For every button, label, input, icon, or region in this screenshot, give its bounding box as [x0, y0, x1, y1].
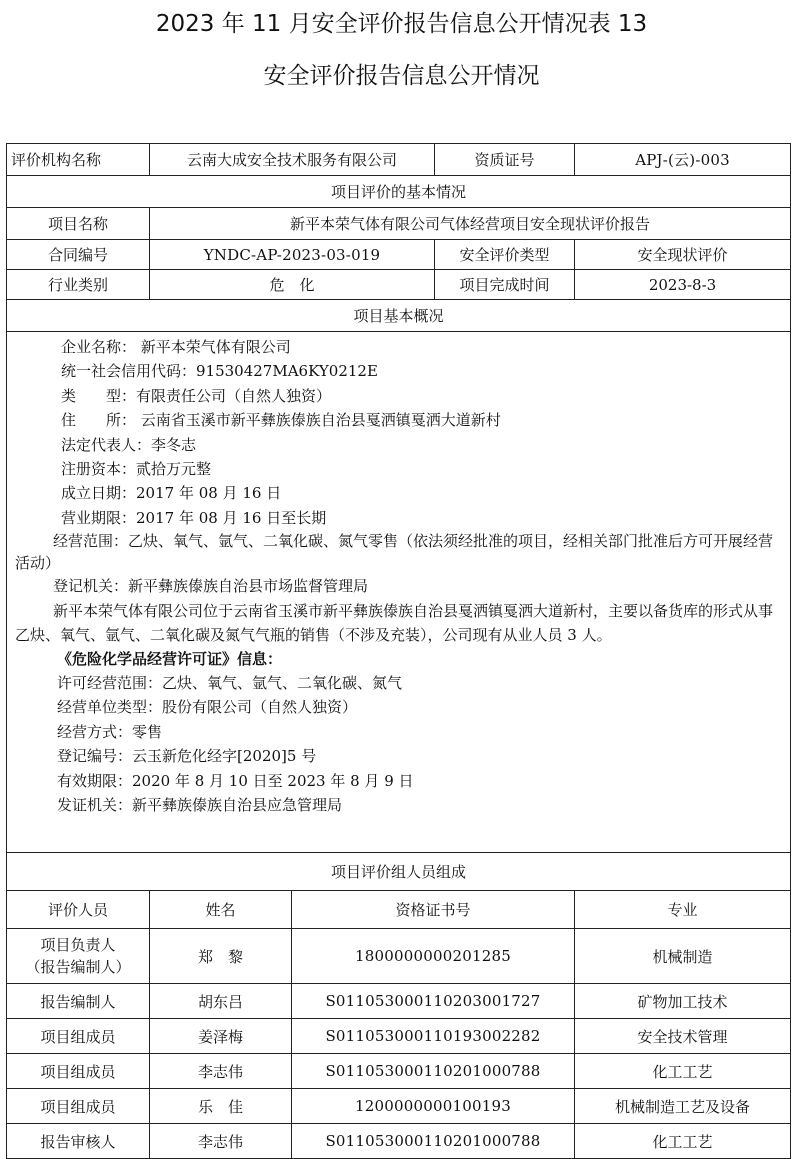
team-name: 姜泽梅: [150, 1019, 292, 1054]
team-cert: S011053000110201000788: [292, 1124, 575, 1159]
team-row: [7, 1089, 791, 1124]
document-subtitle: 安全评价报告信息公开情况: [263, 63, 540, 89]
cert-value: APJ-(云)-003: [575, 144, 791, 176]
term-line: 营业期限：2017 年 08 月 16 日至长期: [61, 508, 327, 527]
capital-line: 注册资本：贰拾万元整: [61, 460, 212, 479]
team-heading: 项目评价组人员组成: [7, 853, 791, 891]
industry-value: 危 化: [150, 270, 435, 300]
team-role-note: （报告编制人）: [25, 958, 131, 976]
team-row: [7, 1019, 791, 1054]
contract-label: 合同编号: [7, 240, 150, 270]
document-title: 2023 年 11 月安全评价报告信息公开情况表 13: [155, 11, 648, 37]
industry-row: [7, 270, 791, 300]
team-heading-row: [7, 853, 791, 891]
team-cert: S011053000110201000788: [292, 1054, 575, 1089]
basic-heading: 项目评价的基本情况: [7, 176, 791, 208]
team-cert: 1200000000100193: [292, 1089, 575, 1124]
contract-row: [7, 240, 791, 270]
header-role: 评价人员: [7, 891, 150, 929]
license-number-line: 登记编号：云玉新危化经字[2020]5 号: [57, 747, 317, 766]
header-name: 姓名: [150, 891, 292, 929]
team-cert: S011053000110193002282: [292, 1019, 575, 1054]
disclosure-table: [6, 143, 791, 1159]
company-name-line: 企业名称： 新平本荣气体有限公司: [61, 338, 291, 356]
address-line: 住 所： 云南省玉溪市新平彝族傣族自治县戛洒镇戛洒大道新村: [61, 411, 501, 430]
license-mode-line: 经营方式：零售: [57, 722, 163, 741]
industry-label: 行业类别: [7, 270, 150, 300]
license-heading: 《危险化学品经营许可证》信息：: [57, 649, 283, 668]
finish-value: 2023-8-3: [575, 270, 791, 300]
team-major: 化工工艺: [575, 1124, 791, 1159]
team-name: 李志伟: [150, 1054, 292, 1089]
team-major: 矿物加工技术: [575, 984, 791, 1019]
team-cert: 1800000000201285: [292, 929, 575, 984]
team-major: 化工工艺: [575, 1054, 791, 1089]
team-name: 李志伟: [150, 1124, 292, 1159]
team-role: 项目组成员: [7, 1054, 150, 1089]
header-cert: 资格证书号: [292, 891, 575, 929]
registry-line: 登记机关：新平彝族傣族自治县市场监督管理局: [53, 577, 369, 596]
team-role: 项目组成员: [7, 1019, 150, 1054]
eval-type-value: 安全现状评价: [575, 240, 791, 270]
license-validity-line: 有效期限：2020 年 8 月 10 日至 2023 年 8 月 9 日: [57, 771, 414, 790]
team-major: 安全技术管理: [575, 1019, 791, 1054]
team-major: 机械制造工艺及设备: [575, 1089, 791, 1124]
team-cert: S011053000110203001727: [292, 984, 575, 1019]
credit-code-line: 统一社会信用代码：91530427MA6KY0212E: [61, 362, 378, 381]
team-header-row: [7, 891, 791, 929]
founded-line: 成立日期：2017 年 08 月 16 日: [61, 484, 282, 503]
team-major: 机械制造: [575, 929, 791, 984]
header-major: 专业: [575, 891, 791, 929]
project-name-label: 项目名称: [7, 208, 150, 240]
finish-label: 项目完成时间: [435, 270, 575, 300]
org-row: [7, 144, 791, 176]
overview-row: [7, 332, 791, 853]
scope-paragraph: 经营范围：乙炔、氧气、氩气、二氧化碳、氮气零售（依法须经批准的项目，经相关部门批准后方可开展经营活动）: [15, 532, 774, 573]
team-row: [7, 929, 791, 984]
team-role: 报告编制人: [7, 984, 150, 1019]
team-name: 郑 黎: [150, 929, 292, 984]
basic-heading-row: [7, 176, 791, 208]
license-issuer-line: 发证机关：新平彝族傣族自治县应急管理局: [57, 796, 343, 815]
eval-type-label: 安全评价类型: [435, 240, 575, 270]
team-role: 报告审核人: [7, 1124, 150, 1159]
contract-value: YNDC-AP-2023-03-019: [150, 240, 435, 270]
company-type-line: 类 型：有限责任公司（自然人独资）: [61, 386, 332, 405]
team-row: [7, 1054, 791, 1089]
org-label: 评价机构名称: [7, 144, 150, 176]
overview-heading-row: [7, 300, 791, 332]
overview-heading: 项目基本概况: [7, 300, 791, 332]
team-name: 胡东吕: [150, 984, 292, 1019]
team-row: [7, 1124, 791, 1159]
team-name: 乐 佳: [150, 1089, 292, 1124]
overview-content: [7, 332, 791, 853]
project-name-row: [7, 208, 791, 240]
project-name-value: 新平本荣气体有限公司气体经营项目安全现状评价报告: [150, 208, 791, 240]
org-value: 云南大成安全技术服务有限公司: [150, 144, 435, 176]
description-paragraph: 新平本荣气体有限公司位于云南省玉溪市新平彝族傣族自治县戛洒镇戛洒大道新村，主要以备货库的形式从事乙炔、氧气、氩气、二氧化碳及氮气气瓶的销售（不涉及充装），公司现有从业人员 3 人。: [15, 601, 774, 644]
team-role: 项目组成员: [7, 1089, 150, 1124]
legal-rep-line: 法定代表人：李冬志: [61, 435, 197, 454]
cert-label: 资质证号: [435, 144, 575, 176]
team-row: [7, 984, 791, 1019]
team-role: [7, 929, 150, 984]
license-scope-line: 许可经营范围：乙炔、氧气、氩气、二氧化碳、氮气: [57, 674, 403, 693]
license-unit-type-line: 经营单位类型：股份有限公司（自然人独资）: [57, 698, 358, 717]
team-role-line: 项目负责人: [40, 936, 116, 954]
